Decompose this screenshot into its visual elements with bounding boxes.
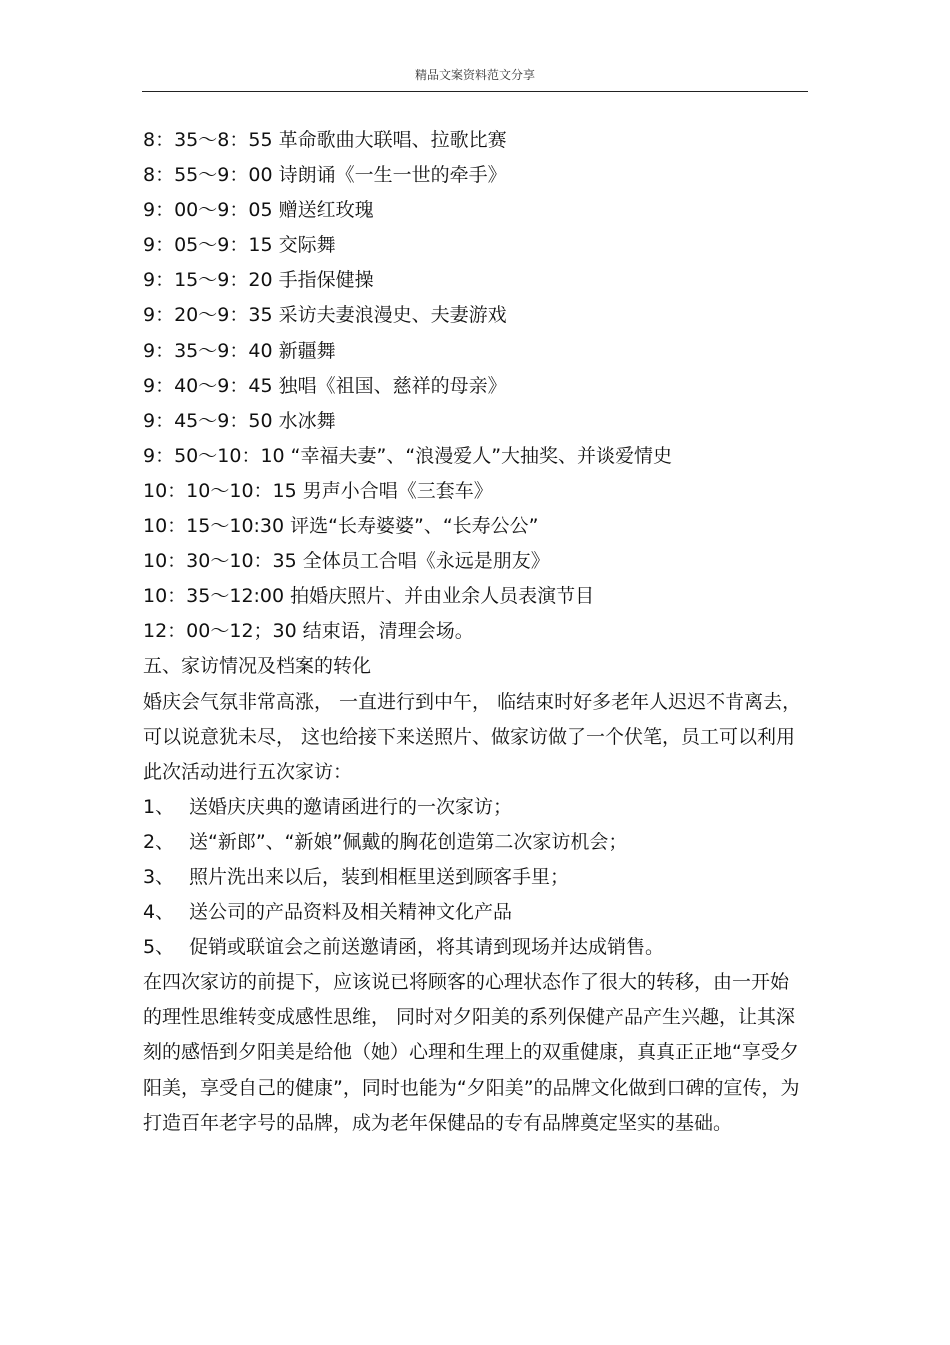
schedule-item: 10：30～10：35 全体员工合唱《永远是朋友》 <box>143 550 550 573</box>
document-body <box>143 123 803 1141</box>
list-item <box>143 825 803 860</box>
list-item <box>143 930 803 965</box>
schedule-item: 8：35～8：55 革命歌曲大联唱、拉歌比赛 <box>143 129 507 151</box>
list-item-text: 送婚庆庆典的邀请函进行的一次家访； <box>189 795 513 818</box>
schedule-item: 10：10～10：15 男声小合唱《三套车》 <box>143 479 493 502</box>
schedule-item: 9：15～9：20 手指保健操 <box>143 269 374 292</box>
schedule-item: 9：50～10：10 “幸福夫妻”、“浪漫爱人”大抽奖、并谈爱情史 <box>143 444 673 467</box>
schedule-item: 10：15～10:30 评选“长寿婆婆”、“长寿公公” <box>143 515 539 538</box>
schedule-item: 9：00～9：05 赠送红玫瑰 <box>143 199 374 222</box>
page-header: 精品文案资料范文分享 <box>414 68 535 82</box>
list-item <box>143 860 803 895</box>
list-item-number: 5、 <box>143 936 175 959</box>
list-item-text: 送“新郎”、“新娘”佩戴的胸花创造第二次家访机会； <box>189 830 628 853</box>
schedule-item: 10：35～12:00 拍婚庆照片、并由业余人员表演节目 <box>143 585 595 608</box>
list-item-number: 2、 <box>143 830 175 853</box>
schedule-item: 9：05～9：15 交际舞 <box>143 234 336 257</box>
schedule-item: 9：20～9：35 采访夫妻浪漫史、夫妻游戏 <box>143 304 507 327</box>
schedule-item: 8：55～9：00 诗朗诵《一生一世的牵手》 <box>143 164 507 187</box>
schedule-item: 9：40～9：45 独唱《祖国、慈祥的母亲》 <box>143 374 507 397</box>
header-divider <box>142 91 808 92</box>
list-item-text: 照片洗出来以后，装到相框里送到顾客手里； <box>189 865 570 888</box>
list-item-text: 送公司的产品资料及相关精神文化产品 <box>189 901 513 924</box>
list-item <box>143 790 803 825</box>
schedule-item: 12：00～12；30 结束语，清理会场。 <box>143 620 474 643</box>
paragraph: 婚庆会气氛非常高涨， 一直进行到中午， 临结束时好多老年人迟迟不肯离去，可以说意犹未尽， 这也给接下来送照片、做家访做了一个伏笔，员工可以利用此次活动进行五次家访： <box>143 690 802 783</box>
list-item-number: 3、 <box>143 865 175 888</box>
paragraph: 在四次家访的前提下，应该说已将顾客的心理状态作了很大的转移，由一开始的理性思维转变成感性思维， 同时对夕阳美的系列保健产品产生兴趣，让其深刻的感悟到夕阳美是给他（她）心理和生理上的双重健康，真真正正地“享受夕阳美，享受自己的健康”，同时也能为“夕阳美”的品牌文化做到口碑的宣传，为打造百年老字号的品牌，成为老年保健品的专有品牌奠定坚实的基础。 <box>143 971 800 1134</box>
list-item-number: 1、 <box>143 795 175 818</box>
list-item <box>143 895 803 930</box>
list-item-text: 促销或联谊会之前送邀请函，将其请到现场并达成销售。 <box>189 936 665 959</box>
schedule-item: 9：45～9：50 水冰舞 <box>143 409 336 432</box>
list-item-number: 4、 <box>143 901 175 924</box>
section-heading: 五、家访情况及档案的转化 <box>143 655 372 678</box>
schedule-item: 9：35～9：40 新疆舞 <box>143 339 336 362</box>
